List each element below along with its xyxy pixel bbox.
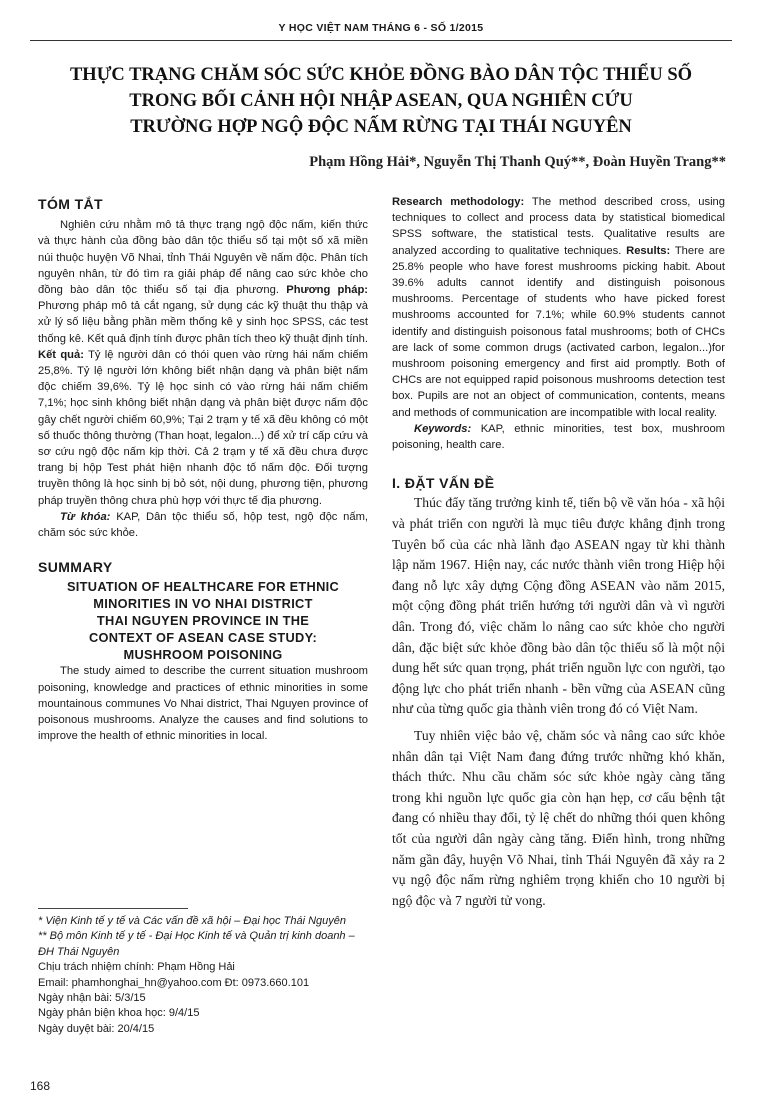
date-reviewed: Ngày phản biện khoa học: 9/4/15 xyxy=(38,1007,200,1020)
abstract-vi-results-label: Kết quả: xyxy=(38,348,84,361)
footnote-rule xyxy=(38,908,188,909)
intro-paragraph: Thúc đẩy tăng trưởng kinh tế, tiến bộ về văn hóa - xã hội và phát triển con người là mục tiêu được khẳng định trong Tuyên bố của các nhà lãnh đạo ASEAN ngay từ khi thành lập năm 1967. Hiện nay, các nước thành viên trong Hiệp hội đang nỗ lực xây dựng Cộng đồng ASEAN vào năm 2015, một cộng đồng phát triển hướng tới người dân và vì người dân. Trong đó, việc chăm lo nâng cao sức khỏe cho người dân, đặc biệt sức khỏe đồng bào dân tộc thiểu số là một nội dung hết sức quan trọng, phát triển nguồn lực con người, tạo động lực cho phát triển nhanh - bền vững của ASEAN cũng như của từng quốc gia thành viên trong đó có Việt Nam. xyxy=(392,495,725,717)
affiliation-1: * Viện Kinh tế y tế và Các vấn đề xã hội – Đại học Thái Nguyên xyxy=(38,915,346,927)
title-line: TRONG BỐI CẢNH HỘI NHẬP ASEAN, QUA NGHIÊN CỨU xyxy=(129,91,633,111)
keywords-en-label: Keywords: xyxy=(414,422,472,435)
summary-title-line: MUSHROOM POISONING xyxy=(123,647,283,663)
summary-methods: The method described cross, using techniques to collect and process data by statistical biomedical SPSS software, the statistical tests. Qualitative results are analyzed according to qualitative techniques. xyxy=(392,196,726,257)
header-rule xyxy=(30,40,732,41)
summary-body xyxy=(392,194,725,421)
page-number: 168 xyxy=(30,1079,51,1093)
contact-info: Email: phamhonghai_hn@yahoo.com Đt: 0973.660.101 xyxy=(38,976,310,989)
keywords-vi: KAP, Dân tộc thiểu số, hộp test, ngộ độc nấm, chăm sóc sức khỏe. xyxy=(38,510,369,540)
intro-body xyxy=(392,493,725,911)
affiliation-2: ** Bộ môn Kinh tế y tế - Đại Học Kinh tế và Quản trị kinh doanh – ĐH Thái Nguyên xyxy=(38,930,355,958)
summary-methods-label: Research methodology: xyxy=(392,196,525,208)
summary-results-label: Results: xyxy=(626,244,671,257)
abstract-vi-heading: TÓM TẮT xyxy=(38,196,104,212)
summary-title-line: THAI NGUYEN PROVINCE IN THE xyxy=(96,613,310,629)
abstract-vi-keywords xyxy=(38,509,368,541)
footnotes xyxy=(38,914,368,1037)
keywords-en: KAP, ethnic minorities, test box, mushroom poisoning, health care. xyxy=(392,422,725,452)
title-line: THỰC TRẠNG CHĂM SÓC SỨC KHỎE ĐỒNG BÀO DÂN TỘC THIỂU SỐ xyxy=(69,65,693,85)
summary-title xyxy=(38,578,368,663)
summary-keywords xyxy=(392,421,725,453)
authors: Phạm Hồng Hải*, Nguyễn Thị Thanh Quý**, Đoàn Huyền Trang** xyxy=(309,154,726,170)
date-received: Ngày nhận bài: 5/3/15 xyxy=(38,992,146,1005)
abstract-vi-body xyxy=(38,217,368,509)
corresponding-author: Chịu trách nhiệm chính: Phạm Hồng Hải xyxy=(38,961,235,974)
summary-title-line: CONTEXT OF ASEAN CASE STUDY: xyxy=(88,630,318,646)
summary-aim: The study aimed to describe the current situation mushroom poisoning, knowledge and practices of ethnic minorities in some mountainous communes Vo Nhai district, Thai Nguyen province of poisonous mushrooms. Analyze the causes and find solutions to improve the health of ethnic minorities in local. xyxy=(38,665,368,743)
intro-heading: I. ĐẶT VẤN ĐỀ xyxy=(392,475,495,492)
abstract-vi-aim: Nghiên cứu nhằm mô tả thực trạng ngộ độc nấm, kiến thức và thực hành của đồng bào dân tộc thiểu số tại một số xã miền núi thuộc huyện Võ Nhai, tỉnh Thái Nguyên về nấm độc. Phân tích nguyên nhân, từ đó tìm ra giải pháp để nâng cao sức khỏe cho đồng bào dân tộc thiểu số tại địa phương. xyxy=(38,219,368,297)
summary-heading: SUMMARY xyxy=(38,559,113,576)
date-approved: Ngày duyệt bài: 20/4/15 xyxy=(38,1022,155,1035)
summary-title-line: SITUATION OF HEALTHCARE FOR ETHNIC xyxy=(66,579,340,595)
intro-paragraph: Tuy nhiên việc bảo vệ, chăm sóc và nâng cao sức khỏe nhân dân tại Việt Nam đang đứng trước những khó khăn, thách thức. Nhu cầu chăm sóc sức khỏe ngày càng tăng trong khi nguồn lực quốc gia còn hạn hẹp, cơ cấu bệnh tật đang có nhiều thay đổi, tỷ lệ chết do những thói quen không tốt của người dân ngày càng tăng. Điển hình, trong những năm gần đây, huyện Võ Nhai, tỉnh Thái Nguyên đã xảy ra 2 vụ ngộ độc nấm rừng nghiêm trọng khiến cho 10 người bị ngộ độc và 7 người tử vong. xyxy=(392,727,725,908)
left-column xyxy=(38,196,368,744)
abstract-vi-results: Tỷ lệ người dân có thói quen vào rừng hái nấm chiếm 25,8%. Tỷ lệ người lớn không biết nhận dạng và phân biệt nấm độc chiếm 39,6%. Tỷ lệ học sinh có vào rừng hái nấm chiếm 7,1%; học sinh không biết nhận dạng và phân biệt được nấm độc gây chết người chiếm 60,9%; Tại 2 trạm y tế xã đều không có một số thuốc thông thường (Than hoạt, legalon...) để xử trí cấp cứu và sơ cứu ngộ độc nấm kịp thời. Cả 2 trạm y tế xã đều chưa được trang bị hộp Test phát hiện nhanh độc tố nấm độc. Đối tượng truyền thông là học sinh bị bỏ sót, nội dung, phương tiện, phương pháp truyền thông chưa phù hợp với thực tế địa phương. xyxy=(38,348,368,507)
title-line: TRƯỜNG HỢP NGỘ ĐỘC NẤM RỪNG TẠI THÁI NGUYÊN xyxy=(130,117,632,137)
right-column xyxy=(392,194,725,911)
abstract-vi-methods-label: Phương pháp: xyxy=(286,284,369,297)
keywords-vi-label: Từ khóa: xyxy=(60,510,111,523)
abstract-vi-methods: Phương pháp mô tả cắt ngang, sử dụng các kỹ thuật thu thập và xử lý số liệu bằng phần mềm thống kê y sinh học SPSS, các test thống kê. Kết quả định tính được phân tích theo kỹ thuật định tính. xyxy=(38,300,368,345)
journal-header: Y HỌC VIỆT NAM THÁNG 6 - SỐ 1/2015 xyxy=(278,22,484,34)
article-title xyxy=(40,62,722,140)
summary-title-line: MINORITIES IN VO NHAI DISTRICT xyxy=(93,596,313,612)
summary-results: There are 25.8% people who have forest mushrooms picking habit. About 39.6% adults cannot identify and distinguish poisonous mushrooms. Percentage of students who have picked forest mushrooms accounted for 7.1%; while 60.9% students cannot identify and distinguish poisonous fatal mushrooms; both of CHCs are lack of some common drugs (activated carbon, legalon...)for mushroom poisoning emergency and first aid promptly. Both of CHCs are not equipped rapid poisonous mushrooms detection test box. Pupils are not an object of communication, contents, means and methods of communication are incompatible with local reality. xyxy=(392,244,725,419)
